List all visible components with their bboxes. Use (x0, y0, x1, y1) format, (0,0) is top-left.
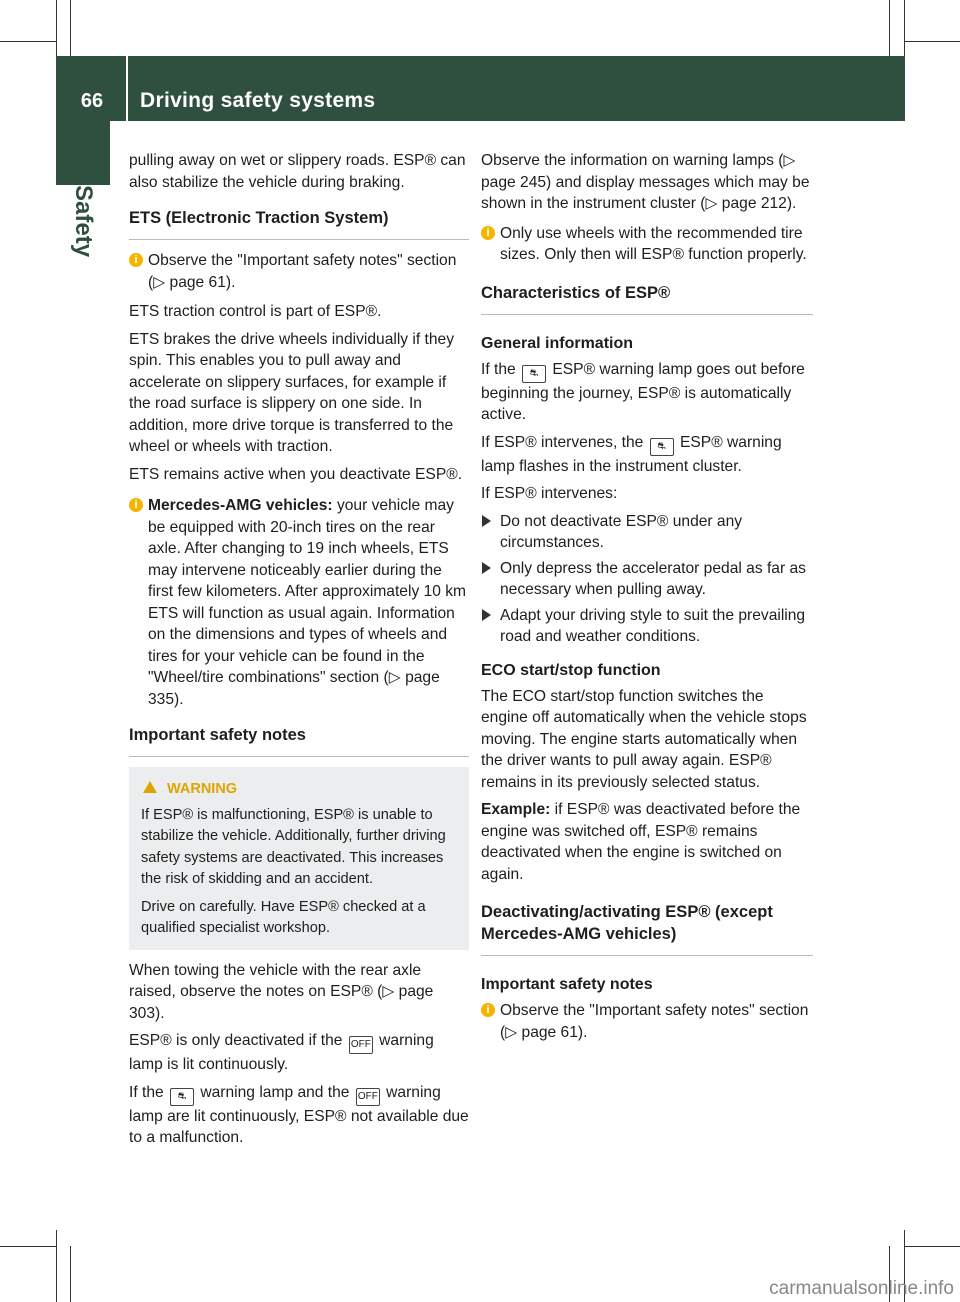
step-item (481, 558, 813, 601)
step-text: Adapt your driving style to suit the prevailing road and weather conditions. (500, 606, 806, 645)
text-fragment: ESP® warning lamp flashes in the instrument cluster. (481, 433, 782, 475)
text-fragment: ESP® warning lamp goes out before beginning the journey, ESP® is automatically active. (481, 360, 805, 423)
step-item (481, 511, 813, 554)
info-icon: i (129, 253, 143, 267)
watermark: carmanualsonline.info (769, 1278, 954, 1299)
ets-heading: ETS (Electronic Traction System) (129, 207, 469, 240)
text-fragment: if ESP® was deactivated before the engine was switched off, ESP® remains deactivated when the engine is switched on again. (481, 801, 801, 883)
crop-mark (56, 0, 57, 56)
note-text: Observe the "Important safety notes" section (▷ page 61). (500, 1002, 809, 1041)
crop-mark (70, 0, 71, 56)
crop-mark (70, 1246, 71, 1302)
paragraph: ETS traction control is part of ESP®. (129, 303, 382, 320)
text-fragment: If the (129, 1083, 164, 1101)
warning-triangle-icon (143, 781, 157, 793)
safety-subheading: Important safety notes (481, 976, 653, 993)
step-text: Do not deactivate ESP® under any circumstances. (500, 512, 743, 551)
step-text: Only depress the accelerator pedal as far as necessary when pulling away. (500, 559, 806, 598)
paragraph (129, 1030, 469, 1076)
text-fragment: ESP® is only deactivated if the (129, 1032, 343, 1049)
info-icon: i (481, 226, 495, 240)
text-fragment: warning lamp is lit continuously. (129, 1032, 434, 1073)
header-separator (126, 56, 128, 121)
paragraph: Observe the information on warning lamps (▷ page 245) and display messages which may be shown in the instrument cluster (▷ page 212). (481, 152, 810, 212)
info-note (129, 495, 469, 710)
intro-paragraph: pulling away on wet or slippery roads. ESP® can also stabilize the vehicle during braking. (129, 152, 466, 191)
deactivating-heading: Deactivating/activating ESP® (except Mercedes-AMG vehicles) (481, 901, 813, 956)
step-arrow-icon (482, 609, 491, 621)
general-heading: General information (481, 334, 634, 352)
paragraph: The ECO start/stop function switches the engine off automatically when the vehicle stops moving. The engine starts automatically when the driver wants to pull away again. ESP® remains in its previously selected status. (481, 687, 807, 791)
note-text: Only use wheels with the recommended tire sizes. Only then will ESP® function properly. (500, 224, 807, 263)
info-note (129, 250, 469, 293)
side-block (56, 121, 110, 185)
step-arrow-icon (482, 515, 491, 527)
esp-lamp-icon: ⛐ (522, 365, 546, 383)
crop-mark (889, 0, 890, 56)
eco-heading: ECO start/stop function (481, 661, 661, 679)
info-note (481, 223, 813, 266)
note-text: Observe the "Important safety notes" section (▷ page 61). (148, 252, 457, 291)
crop-mark (904, 1246, 960, 1247)
crop-mark (56, 1230, 57, 1302)
warning-text: Drive on carefully. Have ESP® checked at a qualified specialist workshop. (141, 898, 426, 936)
paragraph (481, 432, 813, 478)
chapter-title: Driving safety systems (140, 89, 376, 112)
page-number: 66 (80, 90, 104, 112)
text-fragment: warning lamp are lit continuously, ESP® not available due to a malfunction. (129, 1083, 469, 1146)
text-fragment: If ESP® intervenes, the (481, 433, 644, 451)
crop-mark (0, 41, 56, 42)
right-column (481, 150, 813, 1051)
info-note (481, 1000, 813, 1043)
crop-mark (904, 41, 960, 42)
text-fragment: If the (481, 360, 516, 378)
side-tab-label: Safety (70, 185, 97, 258)
step-item (481, 605, 813, 648)
info-icon: i (129, 498, 143, 512)
page-header (56, 56, 905, 121)
side-tab (56, 185, 110, 385)
step-arrow-icon (482, 562, 491, 574)
warning-box (129, 767, 469, 950)
warning-text: If ESP® is malfunctioning, ESP® is unable to stabilize the vehicle. Additionally, further driving safety systems are deactivated. This increases the risk of skidding and an accident. (141, 806, 446, 887)
esp-off-lamp-icon: OFF (356, 1088, 380, 1106)
info-icon: i (481, 1003, 495, 1017)
paragraph: If ESP® intervenes: (481, 485, 618, 502)
paragraph (129, 1082, 469, 1149)
esp-off-lamp-icon: OFF (349, 1036, 373, 1054)
left-column (129, 150, 469, 1155)
note-bold: Mercedes-AMG vehicles: (148, 497, 333, 514)
crop-mark (904, 0, 905, 56)
paragraph (481, 799, 813, 885)
note-text: your vehicle may be equipped with 20-inch tires on the rear axle. After changing to 19 inch wheels, ETS may intervene noticeably earlier during the first few kilometers. After approximately 10 km ETS will function as usual again. Information on the dimensions and types of wheels and tires for your vehicle can be found in the "Wheel/tire combinations" section (▷ page 335). (148, 497, 467, 708)
paragraph (481, 359, 813, 426)
safety-heading: Important safety notes (129, 724, 469, 757)
text-bold: Example: (481, 801, 551, 818)
text-fragment: warning lamp and the (200, 1083, 350, 1101)
characteristics-heading: Characteristics of ESP® (481, 282, 813, 315)
warning-title (141, 779, 457, 801)
esp-lamp-icon: ⛐ (170, 1088, 194, 1106)
warning-label: WARNING (167, 781, 238, 797)
paragraph: When towing the vehicle with the rear axle raised, observe the notes on ESP® (▷ page 303). (129, 961, 434, 1022)
paragraph: ETS remains active when you deactivate ESP®. (129, 465, 463, 483)
esp-lamp-icon: ⛐ (650, 438, 674, 456)
paragraph: ETS brakes the drive wheels individually if they spin. This enables you to pull away and accelerate on slippery surfaces, for example if the road surface is slippery on one side. In addition, more drive torque is transferred to the wheel or wheels with traction. (129, 330, 455, 455)
crop-mark (0, 1246, 56, 1247)
